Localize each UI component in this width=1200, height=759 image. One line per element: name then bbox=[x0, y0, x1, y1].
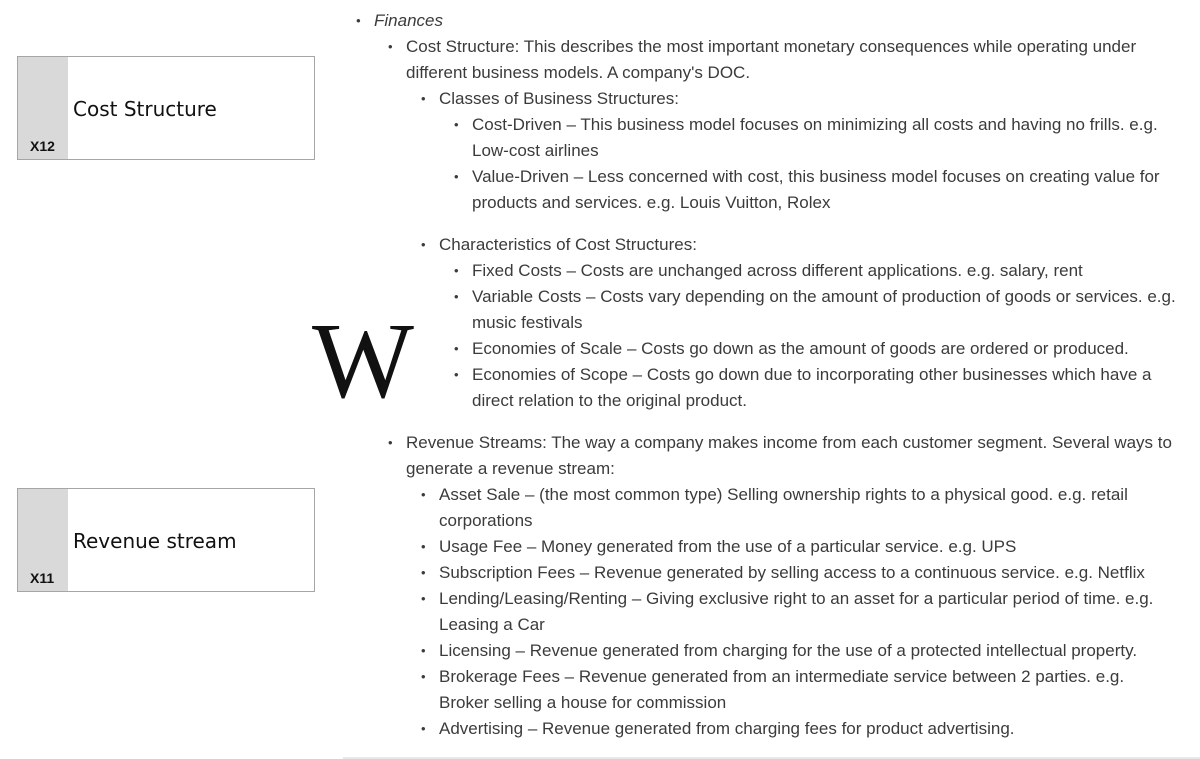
card-title: Revenue stream bbox=[73, 529, 237, 553]
list-item: • Cost-Driven – This business model focuses on minimizing all costs and having no frills. e.g. Low-cost airlines bbox=[472, 112, 1172, 164]
list-item: • Advertising – Revenue generated from charging fees for product advertising. bbox=[439, 716, 1164, 742]
list-item-revenue-streams bbox=[406, 430, 1196, 742]
list-item: • Variable Costs – Costs vary depending on the amount of production of goods or services. e.g. music festivals bbox=[472, 284, 1182, 336]
card-code: X11 bbox=[30, 570, 55, 586]
wikipedia-logo-icon: W bbox=[312, 302, 412, 421]
cost-structure-card bbox=[17, 56, 315, 160]
cost-structure-text: Cost Structure: This describes the most important monetary consequences while operating under different business models. A company's DOC. bbox=[406, 37, 1137, 82]
classes-label: Classes of Business Structures: bbox=[439, 89, 679, 108]
list-item: • Subscription Fees – Revenue generated by selling access to a continuous service. e.g. Netflix bbox=[439, 560, 1164, 586]
finances-outline bbox=[340, 0, 1200, 759]
card-code: X12 bbox=[30, 138, 55, 154]
list-item: • Value-Driven – Less concerned with cost, this business model focuses on creating value for products and services. e.g. Louis Vuitton, Rolex bbox=[472, 164, 1172, 216]
list-item: • Lending/Leasing/Renting – Giving exclusive right to an asset for a particular period of time. e.g. Leasing a Car bbox=[439, 586, 1164, 638]
list-item: • Fixed Costs – Costs are unchanged across different applications. e.g. salary, rent bbox=[472, 258, 1182, 284]
list-item: • Economies of Scope – Costs go down due to incorporating other businesses which have a direct relation to the original product. bbox=[472, 362, 1182, 414]
revenue-stream-card bbox=[17, 488, 315, 592]
list-item-finances bbox=[374, 8, 1196, 742]
list-item: • Asset Sale – (the most common type) Selling ownership rights to a physical good. e.g. retail corporations bbox=[439, 482, 1164, 534]
finances-heading: Finances bbox=[374, 11, 443, 30]
list-item-cost-structure bbox=[406, 34, 1196, 414]
list-item: • Usage Fee – Money generated from the use of a particular service. e.g. UPS bbox=[439, 534, 1164, 560]
list-item-characteristics bbox=[439, 232, 1196, 414]
list-item-classes bbox=[439, 86, 1196, 216]
list-item: • Economies of Scale – Costs go down as the amount of goods are ordered or produced. bbox=[472, 336, 1182, 362]
list-item: • Brokerage Fees – Revenue generated from an intermediate service between 2 parties. e.g. Broker selling a house for commission bbox=[439, 664, 1164, 716]
card-title: Cost Structure bbox=[73, 97, 217, 121]
revenue-streams-text: Revenue Streams: The way a company makes income from each customer segment. Several ways to generate a revenue stream: bbox=[406, 433, 1172, 478]
characteristics-label: Characteristics of Cost Structures: bbox=[439, 235, 697, 254]
list-item: • Licensing – Revenue generated from charging for the use of a protected intellectual property. bbox=[439, 638, 1164, 664]
